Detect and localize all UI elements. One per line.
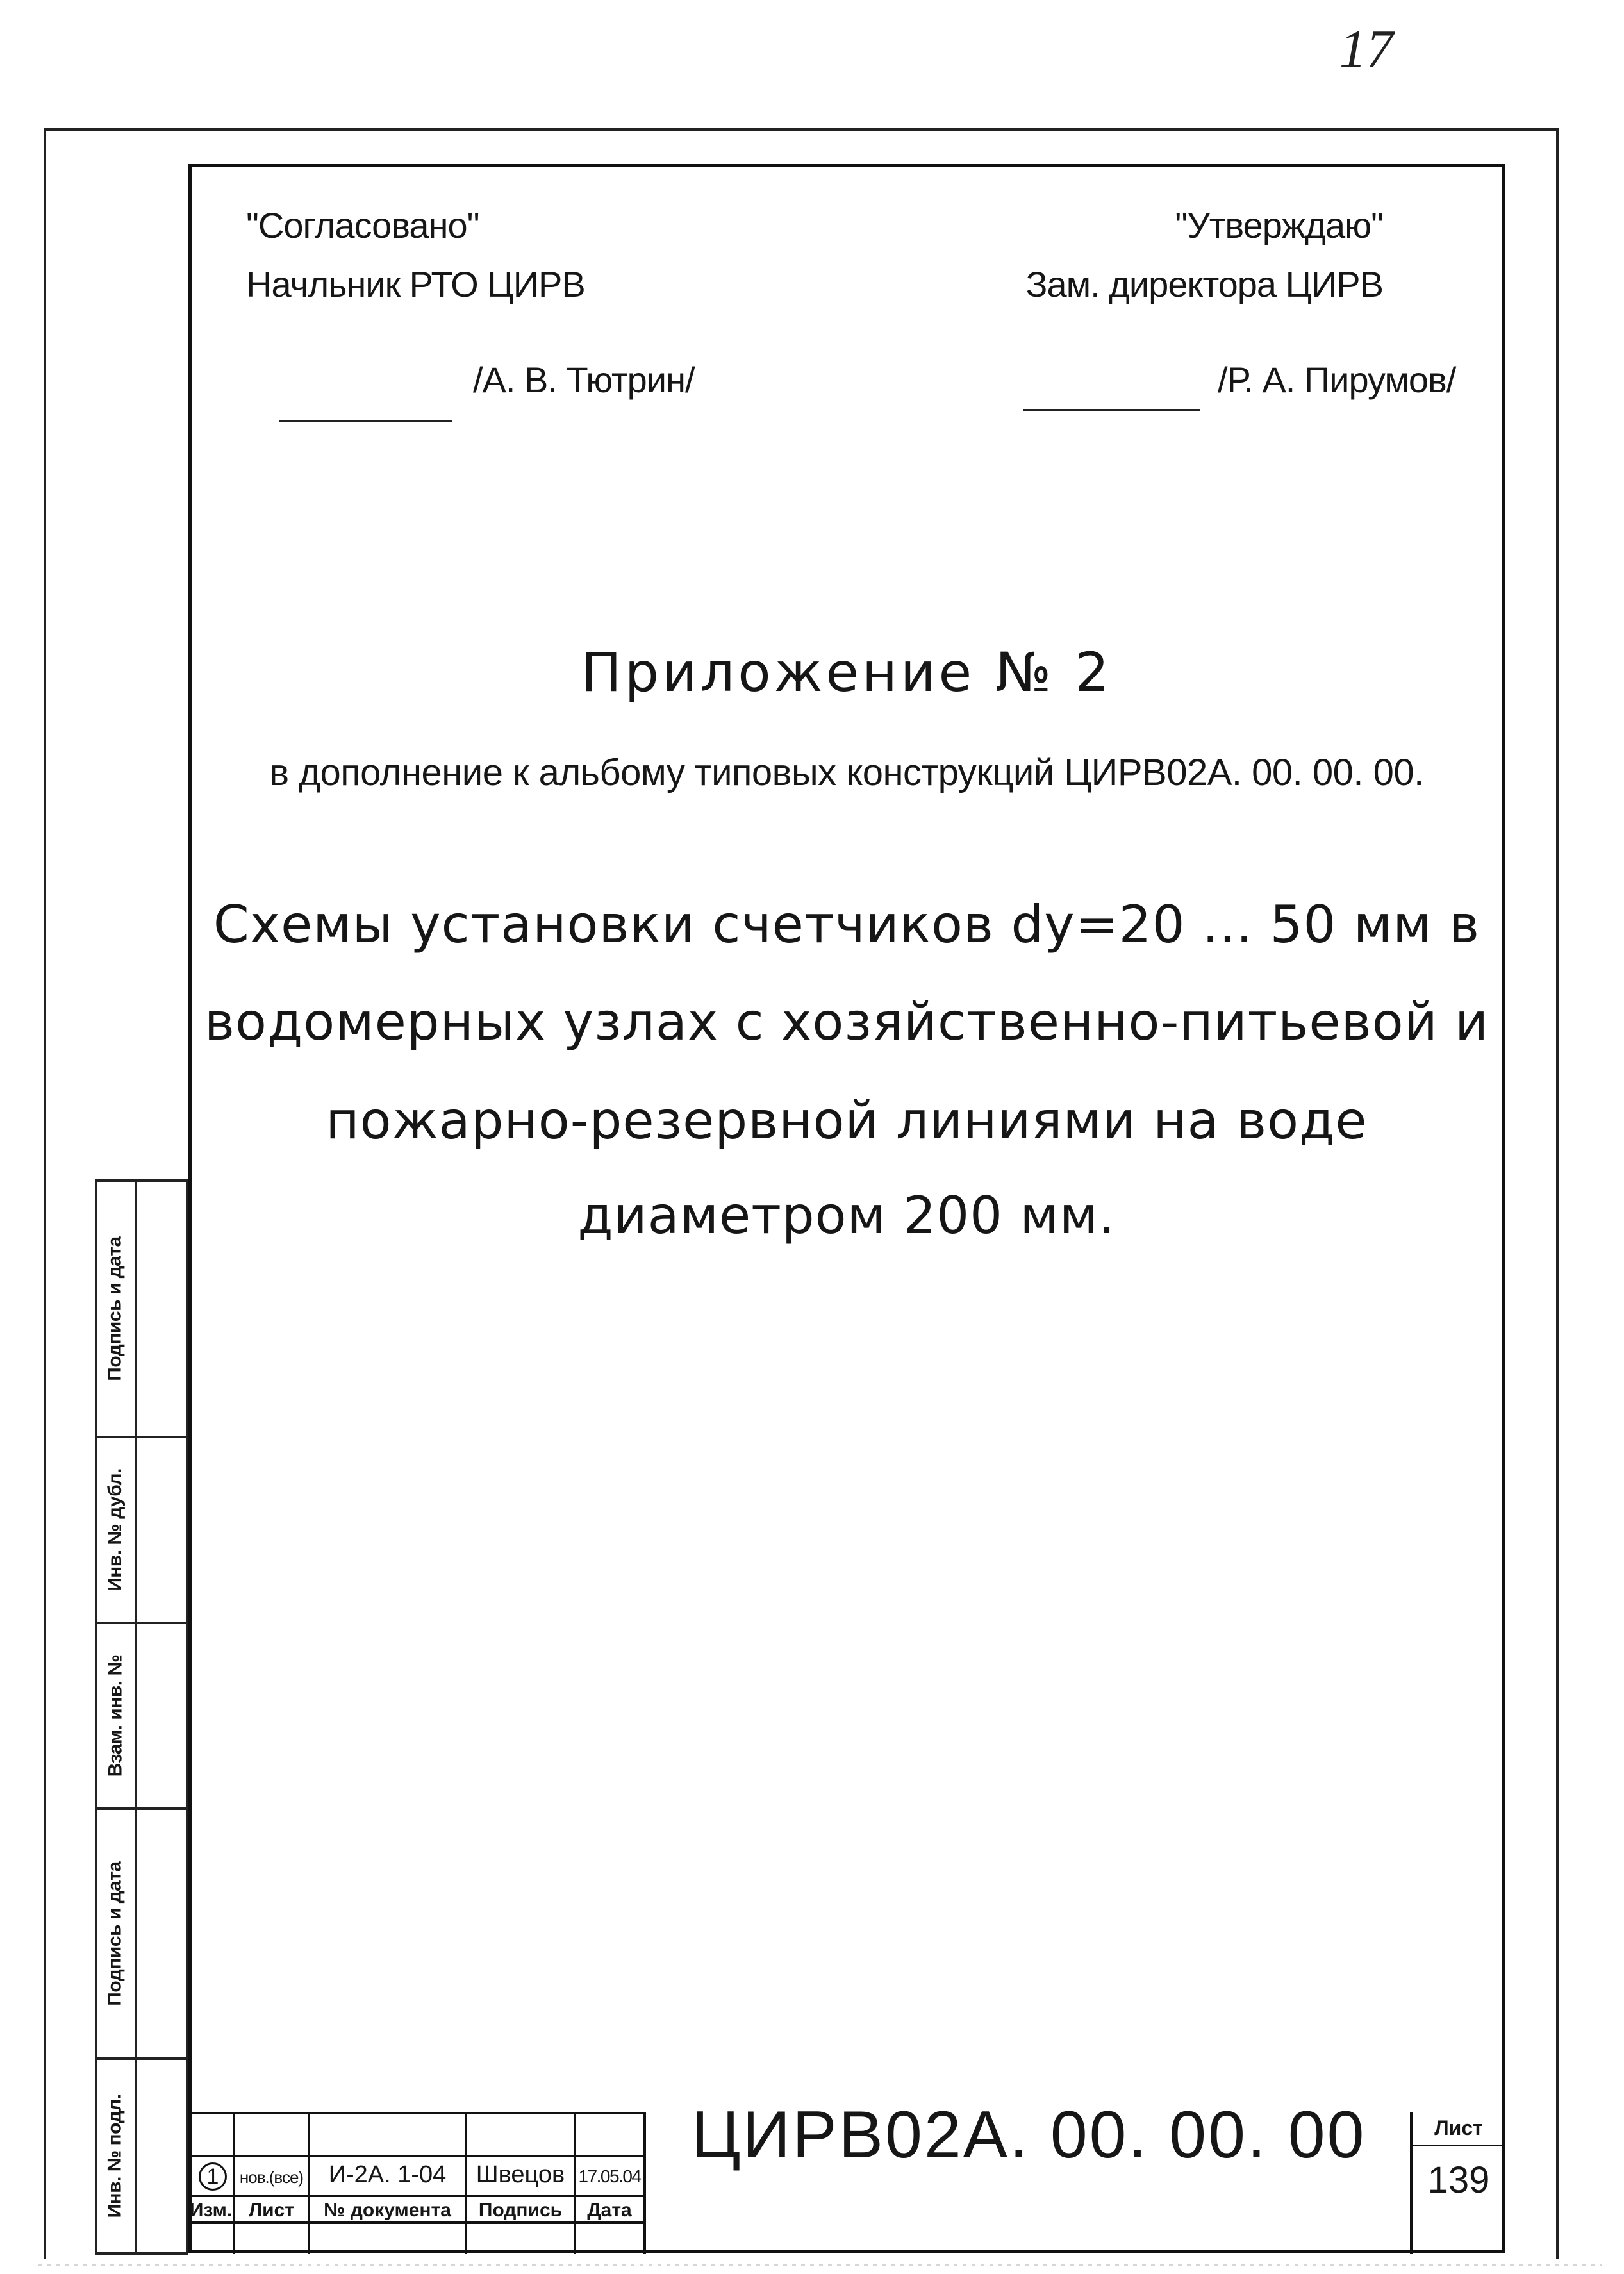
- title-block-line: [1410, 2145, 1505, 2146]
- side-cell-signature-date-2: Подпись и дата: [104, 1861, 126, 2006]
- approval-right-label: "Утверждаю": [1175, 205, 1383, 245]
- tb-signature-value: Швецов: [476, 2161, 565, 2188]
- sheet-label: Лист: [1434, 2116, 1483, 2139]
- signature-name-right: /Р. А. Пирумов/: [1218, 360, 1456, 400]
- heading-line-2: водомерных узлах с хозяйственно-питьевой и: [204, 992, 1489, 1052]
- side-cell-signature-date: Подпись и дата: [104, 1236, 126, 1381]
- scan-edge-noise: [38, 2264, 1602, 2266]
- appendix-title: Приложение № 2: [581, 641, 1113, 704]
- heading-line-1: Схемы установки счетчиков dy=20 ... 50 мм в: [213, 895, 1480, 954]
- tb-header-sheet: Лист: [249, 2200, 294, 2221]
- change-number-circle: 1: [199, 2162, 227, 2191]
- signature-name-left: /А. В. Тютрин/: [473, 360, 695, 400]
- side-cell-inv-dupl: Инв. № дубл.: [104, 1468, 126, 1591]
- approval-right: [961, 196, 1383, 314]
- tb-header-change: Изм.: [189, 2200, 233, 2221]
- side-cell-inv-orig: Инв. № подл.: [104, 2094, 126, 2218]
- page-number: 17: [1339, 19, 1393, 79]
- tb-header-document: № документа: [324, 2200, 451, 2221]
- tb-sheet-value: нов.(все): [239, 2168, 304, 2187]
- signature-line-left: [279, 420, 452, 422]
- tb-header-signature: Подпись: [478, 2200, 563, 2221]
- approval-left-label: "Согласовано": [246, 205, 479, 245]
- approval-left-position: Начльник РТО ЦИРВ: [246, 264, 585, 304]
- side-column-divider: [135, 1179, 137, 2255]
- tb-date-value: 17.05.04: [578, 2166, 641, 2186]
- appendix-subtitle: в дополнение к альбому типовых конструкций ЦИРВ02А. 00. 00. 00.: [269, 752, 1424, 793]
- document-code: ЦИРВ02А. 00. 00. 00: [691, 2098, 1366, 2172]
- heading-line-3: пожарно-резервной линиями на воде: [326, 1091, 1368, 1150]
- title-block-line: [643, 2112, 646, 2254]
- approval-right-position: Зам. директора ЦИРВ: [1025, 264, 1383, 304]
- tb-header-date: Дата: [587, 2200, 632, 2221]
- heading-line-4: диаметром 200 мм.: [577, 1186, 1116, 1245]
- approval-left: [246, 196, 585, 314]
- side-cell-replace-inv: Взам. инв. №: [104, 1654, 126, 1777]
- signature-line-right: [1023, 409, 1200, 411]
- sheet-number: 139: [1427, 2159, 1490, 2201]
- tb-document-value: И-2А. 1-04: [328, 2161, 447, 2188]
